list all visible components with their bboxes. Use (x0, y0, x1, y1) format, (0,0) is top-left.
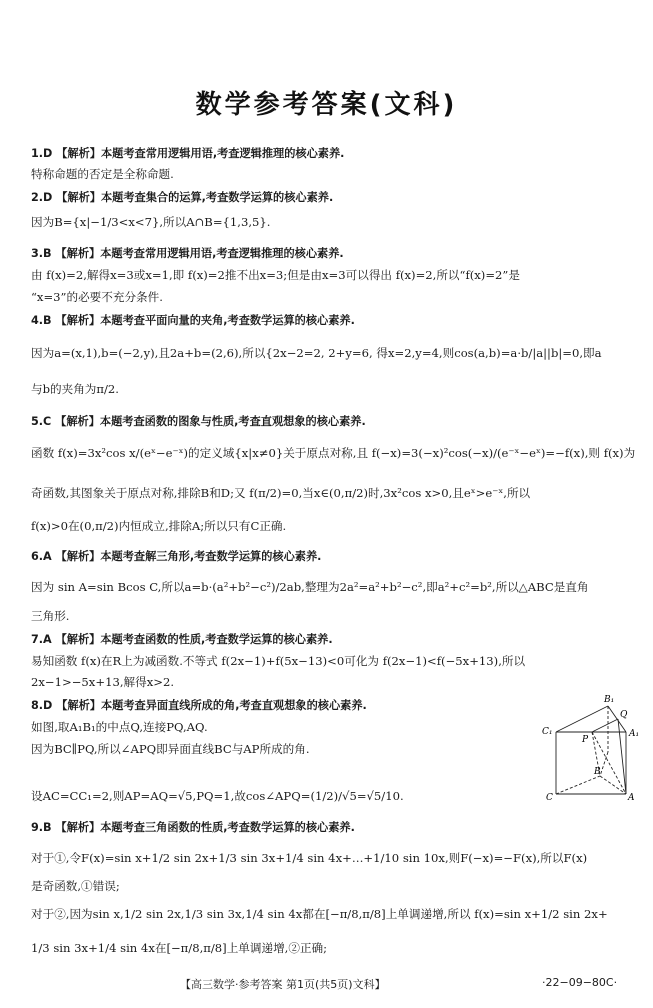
edge-c-b (556, 776, 600, 794)
edge-b1-b-lower (600, 752, 608, 776)
answer-line: 因为BC∥PQ,所以∠APQ即异面直线BC与AP所成的角. (31, 742, 310, 756)
answer-line: 设AC=CC₁=2,则AP=AQ=√5,PQ=1,故cos∠APQ=(1/2)/√5=√5/10. (31, 789, 404, 803)
answer-line: 函数 f(x)=3x²cos x/(eˣ−e⁻ˣ)的定义域{x|x≠0}关于原点对称,且 f(−x)=3(−x)²cos(−x)/(e⁻ˣ−eˣ)=−f(x),则 f(x)为 (31, 446, 636, 460)
answer-line: 因为a=(x,1),b=(−2,y),且2a+b=(2,6),所以{2x−2=2, 2+y=6, 得x=2,y=4,则cos(a,b)=a·b/|a||b|=0,即a (31, 346, 602, 360)
footer-page-info: 【高三数学·参考答案 第1页(共5页)文科】 (180, 978, 386, 991)
label-c: C (546, 793, 553, 803)
label-c1: C₁ (542, 727, 553, 737)
prism-figure (532, 692, 642, 804)
label-q: Q (620, 710, 628, 720)
answer-line: 2x−1>−5x+13,解得x>2. (31, 675, 175, 689)
answer-line: 是奇函数,①错误; (31, 879, 120, 893)
question-heading: 4.B 【解析】本题考查平面向量的夹角,考查数学运算的核心素养. (31, 314, 355, 327)
answer-line: 对于②,因为sin x,1/2 sin 2x,1/3 sin 3x,1/4 sin 4x都在[−π/8,π/8]上单调递增,所以 f(x)=sin x+1/2 sin 2x+ (31, 907, 608, 921)
answer-line: 由 f(x)=2,解得x=3或x=1,即 f(x)=2推不出x=3;但是由x=3可以得出 f(x)=2,所以“f(x)=2”是 (31, 268, 520, 282)
question-heading: 8.D 【解析】本题考查异面直线所成的角,考查直观想象的核心素养. (31, 699, 367, 712)
edge-b-a (600, 776, 626, 794)
question-heading: 1.D 【解析】本题考查常用逻辑用语,考查逻辑推理的核心素养. (31, 147, 345, 160)
answer-line: 如图,取A₁B₁的中点Q,连接PQ,AQ. (31, 720, 208, 734)
label-p: P (582, 735, 589, 745)
answer-line: 奇函数,其图象关于原点对称,排除B和D;又 f(π/2)=0,当x∈(0,π/2)时,3x²cos x>0,且eˣ>e⁻ˣ,所以 (31, 486, 531, 500)
question-heading: 9.B 【解析】本题考查三角函数的性质,考查数学运算的核心素养. (31, 821, 355, 834)
label-a: A (628, 793, 635, 803)
answer-line: 易知函数 f(x)在R上为减函数.不等式 f(2x−1)+f(5x−13)<0可化为 f(2x−1)<f(−5x+13),所以 (31, 654, 526, 668)
question-heading: 2.D 【解析】本题考查集合的运算,考查数学运算的核心素养. (31, 191, 334, 204)
answer-line: 因为B={x|−1/3<x<7},所以A∩B={1,3,5}. (31, 215, 271, 229)
label-b: B (594, 767, 601, 777)
label-b1: B₁ (604, 695, 615, 705)
answer-line: 特称命题的否定是全称命题. (31, 167, 174, 181)
segment-pq (592, 719, 618, 732)
answer-line: f(x)>0在(0,π/2)内恒成立,排除A;所以只有C正确. (31, 519, 287, 533)
question-heading: 6.A 【解析】本题考查解三角形,考查数学运算的核心素养. (31, 550, 322, 563)
answer-line: “x=3”的必要不充分条件. (31, 290, 163, 304)
page-title: 数学参考答案(文科) (195, 90, 458, 120)
label-a1: A₁ (629, 729, 640, 739)
question-heading: 3.B 【解析】本题考查常用逻辑用语,考查逻辑推理的核心素养. (31, 247, 344, 260)
answer-line: 1/3 sin 3x+1/4 sin 4x在[−π/8,π/8]上单调递增,②正确; (31, 941, 328, 955)
answer-line: 因为 sin A=sin Bcos C,所以a=b·(a²+b²−c²)/2ab,整理为2a²=a²+b²−c²,即a²+c²=b²,所以△ABC是直角 (31, 580, 589, 594)
question-heading: 5.C 【解析】本题考查函数的图象与性质,考查直观想象的核心素养. (31, 415, 366, 428)
footer-code: ·22−09−80C· (542, 976, 618, 989)
answer-line: 与b的夹角为π/2. (31, 382, 119, 396)
segment-ap (592, 732, 626, 794)
answer-line: 三角形. (31, 609, 70, 623)
question-heading: 7.A 【解析】本题考查函数的性质,考查数学运算的核心素养. (31, 633, 333, 646)
answer-line: 对于①,令F(x)=sin x+1/2 sin 2x+1/3 sin 3x+1/4 sin 4x+…+1/10 sin 10x,则F(−x)=−F(x),所以F(x) (31, 851, 588, 865)
